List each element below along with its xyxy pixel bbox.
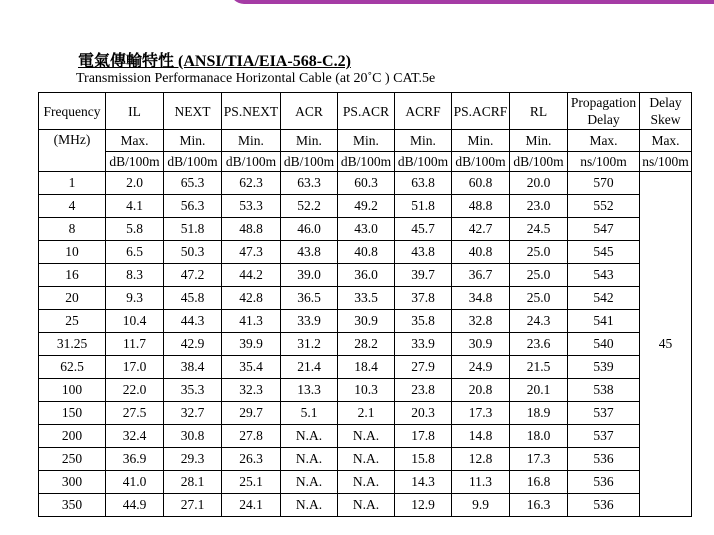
table-cell: 25.0 bbox=[510, 287, 568, 310]
table-cell: 24.9 bbox=[452, 356, 510, 379]
table-cell: 23.6 bbox=[510, 333, 568, 356]
table-cell: N.A. bbox=[281, 425, 338, 448]
table-cell: 33.9 bbox=[395, 333, 452, 356]
table-cell: 62.3 bbox=[222, 172, 281, 195]
table-cell: 32.8 bbox=[452, 310, 510, 333]
header-row bbox=[39, 93, 692, 130]
table-row bbox=[39, 471, 692, 494]
frequency-cell: 250 bbox=[39, 448, 106, 471]
table-row bbox=[39, 425, 692, 448]
table-row bbox=[39, 218, 692, 241]
table-cell: 52.2 bbox=[281, 195, 338, 218]
table-cell: 4.1 bbox=[106, 195, 164, 218]
frequency-cell: 100 bbox=[39, 379, 106, 402]
table-cell: 539 bbox=[568, 356, 640, 379]
table-cell: 17.8 bbox=[395, 425, 452, 448]
table-row bbox=[39, 494, 692, 517]
table-cell: 32.7 bbox=[164, 402, 222, 425]
table-cell: 552 bbox=[568, 195, 640, 218]
table-cell: 537 bbox=[568, 402, 640, 425]
table-cell: 60.8 bbox=[452, 172, 510, 195]
table-cell: 48.8 bbox=[452, 195, 510, 218]
limit-cell: Max. bbox=[106, 130, 164, 152]
table-cell: 12.8 bbox=[452, 448, 510, 471]
table-cell: 16.8 bbox=[510, 471, 568, 494]
table-cell: 25.1 bbox=[222, 471, 281, 494]
table-cell: 11.3 bbox=[452, 471, 510, 494]
table-cell: 43.0 bbox=[338, 218, 395, 241]
table-cell: 47.2 bbox=[164, 264, 222, 287]
table-cell: 63.3 bbox=[281, 172, 338, 195]
unit-cell: dB/100m bbox=[222, 152, 281, 172]
table-cell: 35.4 bbox=[222, 356, 281, 379]
header-skew-line1: Delay bbox=[649, 95, 682, 110]
table-cell: 27.9 bbox=[395, 356, 452, 379]
table-cell: N.A. bbox=[281, 494, 338, 517]
table-cell: 36.9 bbox=[106, 448, 164, 471]
table-row bbox=[39, 310, 692, 333]
limit-cell: Min. bbox=[222, 130, 281, 152]
table-cell: 2.0 bbox=[106, 172, 164, 195]
header-il: IL bbox=[106, 93, 164, 130]
table-cell: 31.2 bbox=[281, 333, 338, 356]
table-cell: 29.7 bbox=[222, 402, 281, 425]
table-cell: 34.8 bbox=[452, 287, 510, 310]
table-cell: 51.8 bbox=[164, 218, 222, 241]
unit-cell: ns/100m bbox=[640, 152, 692, 172]
table-cell: 30.9 bbox=[338, 310, 395, 333]
table-cell: 15.8 bbox=[395, 448, 452, 471]
unit-cell: dB/100m bbox=[281, 152, 338, 172]
table-cell: 44.3 bbox=[164, 310, 222, 333]
unit-cell: dB/100m bbox=[106, 152, 164, 172]
header-propagation-delay bbox=[568, 93, 640, 130]
table-cell: 51.8 bbox=[395, 195, 452, 218]
table-cell: 20.0 bbox=[510, 172, 568, 195]
table-cell: 540 bbox=[568, 333, 640, 356]
table-cell: 63.8 bbox=[395, 172, 452, 195]
table-row bbox=[39, 402, 692, 425]
table-cell: 27.5 bbox=[106, 402, 164, 425]
table-cell: 18.4 bbox=[338, 356, 395, 379]
limit-cell: Min. bbox=[338, 130, 395, 152]
header-frequency: Frequency bbox=[39, 93, 106, 130]
table-cell: 49.2 bbox=[338, 195, 395, 218]
frequency-cell: 350 bbox=[39, 494, 106, 517]
table-cell: 28.1 bbox=[164, 471, 222, 494]
table-cell: 36.7 bbox=[452, 264, 510, 287]
table-cell: 9.3 bbox=[106, 287, 164, 310]
table-cell: 547 bbox=[568, 218, 640, 241]
table-cell: 10.4 bbox=[106, 310, 164, 333]
unit-row bbox=[39, 152, 692, 172]
table-cell: 543 bbox=[568, 264, 640, 287]
table-cell: 21.5 bbox=[510, 356, 568, 379]
table-cell: 47.3 bbox=[222, 241, 281, 264]
table-cell: 24.1 bbox=[222, 494, 281, 517]
table-cell: 16.3 bbox=[510, 494, 568, 517]
table-cell: N.A. bbox=[281, 471, 338, 494]
delay-skew-value: 45 bbox=[640, 172, 692, 517]
table-cell: 27.1 bbox=[164, 494, 222, 517]
header-accent-bar bbox=[230, 0, 714, 4]
frequency-cell: 16 bbox=[39, 264, 106, 287]
table-cell: 536 bbox=[568, 471, 640, 494]
frequency-cell: 150 bbox=[39, 402, 106, 425]
header-acr: ACR bbox=[281, 93, 338, 130]
table-cell: 42.9 bbox=[164, 333, 222, 356]
transmission-performance-table bbox=[38, 92, 692, 517]
table-cell: 20.3 bbox=[395, 402, 452, 425]
table-cell: 9.9 bbox=[452, 494, 510, 517]
table-cell: 40.8 bbox=[338, 241, 395, 264]
table-cell: 44.2 bbox=[222, 264, 281, 287]
header-ps-acrf: PS.ACRF bbox=[452, 93, 510, 130]
frequency-cell: 1 bbox=[39, 172, 106, 195]
table-cell: 18.9 bbox=[510, 402, 568, 425]
table-cell: 50.3 bbox=[164, 241, 222, 264]
table-cell: 60.3 bbox=[338, 172, 395, 195]
table-cell: 538 bbox=[568, 379, 640, 402]
table-cell: 17.0 bbox=[106, 356, 164, 379]
table-cell: 6.5 bbox=[106, 241, 164, 264]
header-acrf: ACRF bbox=[395, 93, 452, 130]
table-cell: 22.0 bbox=[106, 379, 164, 402]
table-cell: 48.8 bbox=[222, 218, 281, 241]
table-cell: 12.9 bbox=[395, 494, 452, 517]
header-rl: RL bbox=[510, 93, 568, 130]
table-cell: 536 bbox=[568, 494, 640, 517]
table-cell: 5.8 bbox=[106, 218, 164, 241]
unit-cell: ns/100m bbox=[568, 152, 640, 172]
table-cell: 29.3 bbox=[164, 448, 222, 471]
frequency-cell: 8 bbox=[39, 218, 106, 241]
table-cell: 20.8 bbox=[452, 379, 510, 402]
frequency-cell: 10 bbox=[39, 241, 106, 264]
table-cell: 17.3 bbox=[510, 448, 568, 471]
frequency-cell: 62.5 bbox=[39, 356, 106, 379]
header-propagation-line1: Propagation bbox=[570, 95, 637, 110]
table-cell: 39.7 bbox=[395, 264, 452, 287]
table-cell: 44.9 bbox=[106, 494, 164, 517]
table-cell: 536 bbox=[568, 448, 640, 471]
table-cell: 542 bbox=[568, 287, 640, 310]
table-cell: 35.3 bbox=[164, 379, 222, 402]
header-ps-next: PS.NEXT bbox=[222, 93, 281, 130]
table-cell: 10.3 bbox=[338, 379, 395, 402]
document-title: 電氣傳輸特性 (ANSI/TIA/EIA-568-C.2) bbox=[78, 53, 351, 70]
table-cell: 35.8 bbox=[395, 310, 452, 333]
table-row bbox=[39, 172, 692, 195]
table-cell: 41.0 bbox=[106, 471, 164, 494]
table-cell: 26.3 bbox=[222, 448, 281, 471]
table-cell: 39.0 bbox=[281, 264, 338, 287]
limit-cell: Min. bbox=[281, 130, 338, 152]
limit-row bbox=[39, 130, 692, 152]
table-cell: N.A. bbox=[281, 448, 338, 471]
table-cell: 39.9 bbox=[222, 333, 281, 356]
table-cell: 37.8 bbox=[395, 287, 452, 310]
unit-cell: dB/100m bbox=[510, 152, 568, 172]
document-subtitle: Transmission Performanace Horizontal Cable (at 20˚C ) CAT.5e bbox=[76, 71, 436, 86]
table-row bbox=[39, 333, 692, 356]
unit-cell: dB/100m bbox=[452, 152, 510, 172]
limit-cell: Min. bbox=[452, 130, 510, 152]
limit-cell: Min. bbox=[164, 130, 222, 152]
table-cell: 43.8 bbox=[395, 241, 452, 264]
table-cell: 30.9 bbox=[452, 333, 510, 356]
table-cell: 13.3 bbox=[281, 379, 338, 402]
table-cell: 40.8 bbox=[452, 241, 510, 264]
table-row bbox=[39, 264, 692, 287]
table-row bbox=[39, 195, 692, 218]
table-cell: N.A. bbox=[338, 448, 395, 471]
frequency-cell: 25 bbox=[39, 310, 106, 333]
table-cell: 36.0 bbox=[338, 264, 395, 287]
table-cell: 8.3 bbox=[106, 264, 164, 287]
header-delay-skew bbox=[640, 93, 692, 130]
table-cell: 46.0 bbox=[281, 218, 338, 241]
limit-cell: Min. bbox=[510, 130, 568, 152]
header-next: NEXT bbox=[164, 93, 222, 130]
table-cell: 20.1 bbox=[510, 379, 568, 402]
table-cell: 56.3 bbox=[164, 195, 222, 218]
table-cell: 32.3 bbox=[222, 379, 281, 402]
limit-cell: Max. bbox=[640, 130, 692, 152]
table-cell: 45.7 bbox=[395, 218, 452, 241]
frequency-cell: 4 bbox=[39, 195, 106, 218]
frequency-cell: 20 bbox=[39, 287, 106, 310]
table-cell: N.A. bbox=[338, 494, 395, 517]
unit-cell: dB/100m bbox=[164, 152, 222, 172]
table-row bbox=[39, 287, 692, 310]
table-cell: 42.7 bbox=[452, 218, 510, 241]
table-cell: 45.8 bbox=[164, 287, 222, 310]
table-cell: 24.5 bbox=[510, 218, 568, 241]
header-skew-line2: Skew bbox=[650, 112, 681, 127]
table-cell: 14.3 bbox=[395, 471, 452, 494]
table-cell: 53.3 bbox=[222, 195, 281, 218]
table-cell: 24.3 bbox=[510, 310, 568, 333]
table-row bbox=[39, 241, 692, 264]
table-cell: 541 bbox=[568, 310, 640, 333]
table-cell: 25.0 bbox=[510, 264, 568, 287]
table-cell: 27.8 bbox=[222, 425, 281, 448]
table-cell: 65.3 bbox=[164, 172, 222, 195]
limit-cell: Min. bbox=[395, 130, 452, 152]
table-cell: 570 bbox=[568, 172, 640, 195]
frequency-cell: 31.25 bbox=[39, 333, 106, 356]
table-cell: 21.4 bbox=[281, 356, 338, 379]
table-cell: 14.8 bbox=[452, 425, 510, 448]
table-cell: 2.1 bbox=[338, 402, 395, 425]
table-cell: 41.3 bbox=[222, 310, 281, 333]
unit-cell: dB/100m bbox=[338, 152, 395, 172]
table-cell: 43.8 bbox=[281, 241, 338, 264]
header-propagation-line2: Delay bbox=[587, 112, 620, 127]
table-row bbox=[39, 356, 692, 379]
table-cell: 17.3 bbox=[452, 402, 510, 425]
table-cell: 36.5 bbox=[281, 287, 338, 310]
table-cell: 30.8 bbox=[164, 425, 222, 448]
table-cell: 25.0 bbox=[510, 241, 568, 264]
table-cell: 23.0 bbox=[510, 195, 568, 218]
table-row bbox=[39, 448, 692, 471]
table-cell: 23.8 bbox=[395, 379, 452, 402]
unit-cell: dB/100m bbox=[395, 152, 452, 172]
table-cell: 32.4 bbox=[106, 425, 164, 448]
table-cell: 42.8 bbox=[222, 287, 281, 310]
table-cell: N.A. bbox=[338, 425, 395, 448]
frequency-cell: 300 bbox=[39, 471, 106, 494]
table-cell: 537 bbox=[568, 425, 640, 448]
header-ps-acr: PS.ACR bbox=[338, 93, 395, 130]
table-cell: 18.0 bbox=[510, 425, 568, 448]
table-cell: 33.9 bbox=[281, 310, 338, 333]
table-cell: 28.2 bbox=[338, 333, 395, 356]
table-cell: 38.4 bbox=[164, 356, 222, 379]
limit-cell: Max. bbox=[568, 130, 640, 152]
table-cell: 33.5 bbox=[338, 287, 395, 310]
table-cell: 11.7 bbox=[106, 333, 164, 356]
table-cell: 545 bbox=[568, 241, 640, 264]
table-cell: 5.1 bbox=[281, 402, 338, 425]
frequency-cell: 200 bbox=[39, 425, 106, 448]
table-row bbox=[39, 379, 692, 402]
table-cell: N.A. bbox=[338, 471, 395, 494]
unit-label-mhz: (MHz) bbox=[39, 130, 106, 172]
